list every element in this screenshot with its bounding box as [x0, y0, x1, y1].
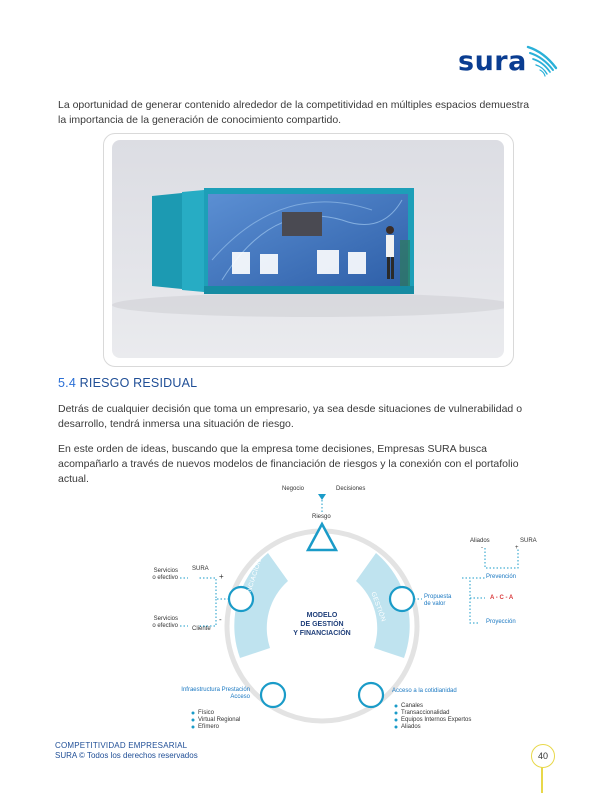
bottom-right-item-3: Equipos Internos Expertos [401, 717, 472, 723]
label-decisiones: Decisiones [336, 486, 366, 492]
paragraph-2: En este orden de ideas, buscando que la empresa tome decisiones, Empresas SURA busca acompañarlo a través de nuevos modelos de financiación de riesgos y la conexión con el portafolio actual. [58, 443, 519, 485]
footer-copyright: SURA © Todos los derechos reservados [55, 751, 198, 760]
bottom-left-title-1: Infraestructura Prestación [181, 687, 250, 693]
left-top-label-2: o efectivo [152, 575, 178, 581]
container-illustration [112, 140, 504, 358]
sura-logo [458, 44, 558, 84]
center-line-3: Y FINANCIACIÓN [293, 630, 351, 637]
left-plus: + [219, 572, 224, 581]
right-minus: - [481, 545, 483, 551]
section-number: 5.4 [58, 376, 76, 390]
section-title: RIESGO RESIDUAL [79, 376, 198, 390]
right-plus: + [515, 545, 519, 551]
right-top-sura: SURA [520, 538, 537, 544]
left-top-label-1: Servicios [153, 568, 178, 574]
bottom-left-item-3: Efímero [198, 724, 220, 730]
left-top-value: SURA [192, 566, 209, 572]
bottom-left-title [172, 687, 250, 701]
right-item-prevencion: Prevención [486, 574, 517, 580]
bottom-left-title-2: Acceso [230, 694, 250, 700]
arc-label-financiacion: FINANCIACIÓN [241, 558, 264, 609]
container-photo [112, 140, 504, 358]
left-minus: - [219, 615, 222, 624]
bottom-left-item-1: Físico [198, 710, 215, 716]
left-top-label [148, 568, 178, 582]
bottom-left-item-2: Virtual Regional [198, 717, 241, 723]
label-negocio: Negocio [282, 486, 305, 492]
section-heading [58, 376, 197, 390]
intro-paragraph: La oportunidad de generar contenido alrededor de la competitividad en múltiples espacios demuestra la importancia de la generación de conocimiento compartido. [58, 99, 530, 126]
center-line-2: DE GESTIÓN [300, 621, 344, 628]
page-number-line [541, 767, 543, 793]
bottom-right-item-2: Transaccionalidad [401, 710, 450, 716]
right-item-aca: A - C - A [490, 595, 514, 601]
bottom-right-item-1: Canales [401, 703, 424, 709]
right-node-label-1: Propuesta [424, 594, 452, 600]
footer-title: COMPETITIVIDAD EMPRESARIAL [55, 741, 188, 750]
left-bottom-label-1: Servicios [153, 616, 178, 622]
bottom-right-item-4: Aliados [401, 724, 421, 730]
right-top-aliados: Aliados [470, 538, 490, 544]
left-bottom-label [148, 616, 178, 630]
photo-frame [103, 133, 514, 367]
paragraph-1: Detrás de cualquier decisión que toma un empresario, ya sea desde situaciones de vulnerabilidad o desarrollo, tendrá inmersa una situación de riesgo. [58, 403, 523, 430]
center-title [292, 611, 352, 638]
right-item-proyeccion: Proyección [486, 619, 516, 625]
risk-model-diagram [140, 478, 540, 740]
right-node-label [424, 594, 451, 608]
left-bottom-value: Cliente [192, 626, 211, 632]
sura-wing-icon [526, 44, 560, 80]
arc-label-gestion: GESTIÓN [369, 591, 387, 623]
left-bottom-label-2: o efectivo [152, 623, 178, 629]
right-node-label-2: de valor [424, 601, 446, 607]
brand-name: sura [458, 46, 527, 77]
label-riesgo: Riesgo [312, 514, 331, 520]
center-line-1: MODELO [306, 612, 338, 619]
page-number: 40 [531, 744, 555, 768]
bottom-right-title: Acceso a la cotidianidad [392, 688, 457, 694]
